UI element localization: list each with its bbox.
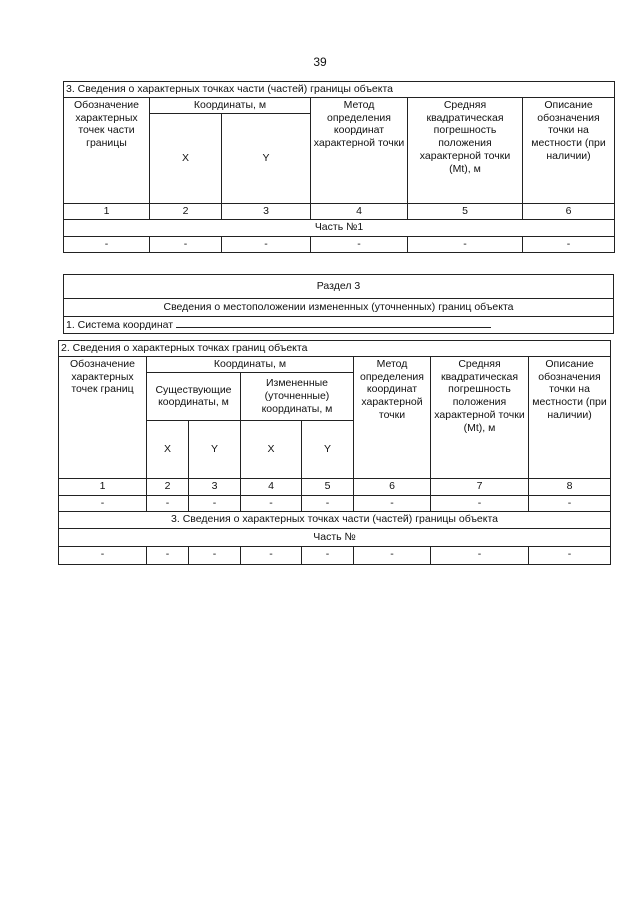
column-number: 4 <box>241 478 302 495</box>
part-label: Часть №1 <box>64 219 615 236</box>
coordinate-system-row <box>64 317 614 334</box>
empty-cell: - <box>222 236 311 252</box>
empty-cell: - <box>523 236 615 252</box>
empty-cell: - <box>529 495 611 511</box>
empty-cell: - <box>59 546 147 564</box>
empty-cell: - <box>354 546 431 564</box>
changed-coordinates-header: Измененные (уточненные) координаты, м <box>241 372 354 420</box>
empty-cell: - <box>189 546 241 564</box>
boundary-points-table <box>58 340 611 565</box>
empty-cell: - <box>150 236 222 252</box>
empty-cell: - <box>302 495 354 511</box>
y-header: Y <box>302 420 354 478</box>
empty-cell: - <box>147 546 189 564</box>
column-number: 2 <box>147 478 189 495</box>
column-number: 8 <box>529 478 611 495</box>
part-label: Часть № <box>59 528 611 546</box>
column-number: 7 <box>431 478 529 495</box>
column-number: 3 <box>189 478 241 495</box>
method-header: Метод определения координат характерной точки <box>311 97 408 203</box>
column-number: 5 <box>302 478 354 495</box>
table-row <box>59 495 611 511</box>
empty-cell: - <box>64 236 150 252</box>
coordinates-header: Координаты, м <box>147 356 354 372</box>
empty-cell: - <box>59 495 147 511</box>
empty-cell: - <box>147 495 189 511</box>
column-number: 6 <box>523 203 615 219</box>
part-caption: 3. Сведения о характерных точках части (частей) границы объекта <box>59 511 611 528</box>
column-number: 5 <box>408 203 523 219</box>
empty-cell: - <box>529 546 611 564</box>
table-row <box>59 546 611 564</box>
section-header-table <box>63 274 614 334</box>
description-header: Описание обозначения точки на местности (при наличии) <box>523 97 615 203</box>
empty-cell: - <box>311 236 408 252</box>
empty-cell: - <box>241 495 302 511</box>
empty-cell: - <box>431 495 529 511</box>
empty-cell: - <box>241 546 302 564</box>
empty-cell: - <box>408 236 523 252</box>
x-header: X <box>147 420 189 478</box>
empty-cell: - <box>302 546 354 564</box>
column-number: 1 <box>59 478 147 495</box>
error-header: Средняя квадратическая погрешность положения характерной точки (Mt), м <box>408 97 523 203</box>
page-number: 39 <box>313 55 327 69</box>
table-caption: 2. Сведения о характерных точках границ объекта <box>59 341 611 357</box>
column-number: 6 <box>354 478 431 495</box>
coordinate-system-label: 1. Система координат <box>66 319 174 331</box>
existing-coordinates-header: Существующие координаты, м <box>147 372 241 420</box>
designation-header: Обозначение характерных точек части границы <box>64 97 150 203</box>
empty-cell: - <box>189 495 241 511</box>
empty-cell: - <box>354 495 431 511</box>
column-number: 2 <box>150 203 222 219</box>
method-header: Метод определения координат характерной точки <box>354 356 431 478</box>
part-points-table <box>63 81 615 253</box>
y-header: Y <box>189 420 241 478</box>
column-number: 4 <box>311 203 408 219</box>
error-header: Средняя квадратическая погрешность положения характерной точки (Mt), м <box>431 356 529 478</box>
empty-cell: - <box>431 546 529 564</box>
coordinate-system-blank <box>176 318 491 328</box>
designation-header: Обозначение характерных точек границ <box>59 356 147 478</box>
section-title: Раздел 3 <box>64 275 614 299</box>
table-row <box>64 236 615 252</box>
section-subtitle: Сведения о местоположении измененных (уточненных) границ объекта <box>64 299 614 317</box>
x-header: X <box>150 113 222 203</box>
y-header: Y <box>222 113 311 203</box>
table-caption: 3. Сведения о характерных точках части (частей) границы объекта <box>64 82 615 98</box>
column-number: 1 <box>64 203 150 219</box>
column-number: 3 <box>222 203 311 219</box>
coordinates-header: Координаты, м <box>150 97 311 113</box>
description-header: Описание обозначения точки на местности (при наличии) <box>529 356 611 478</box>
x-header: X <box>241 420 302 478</box>
